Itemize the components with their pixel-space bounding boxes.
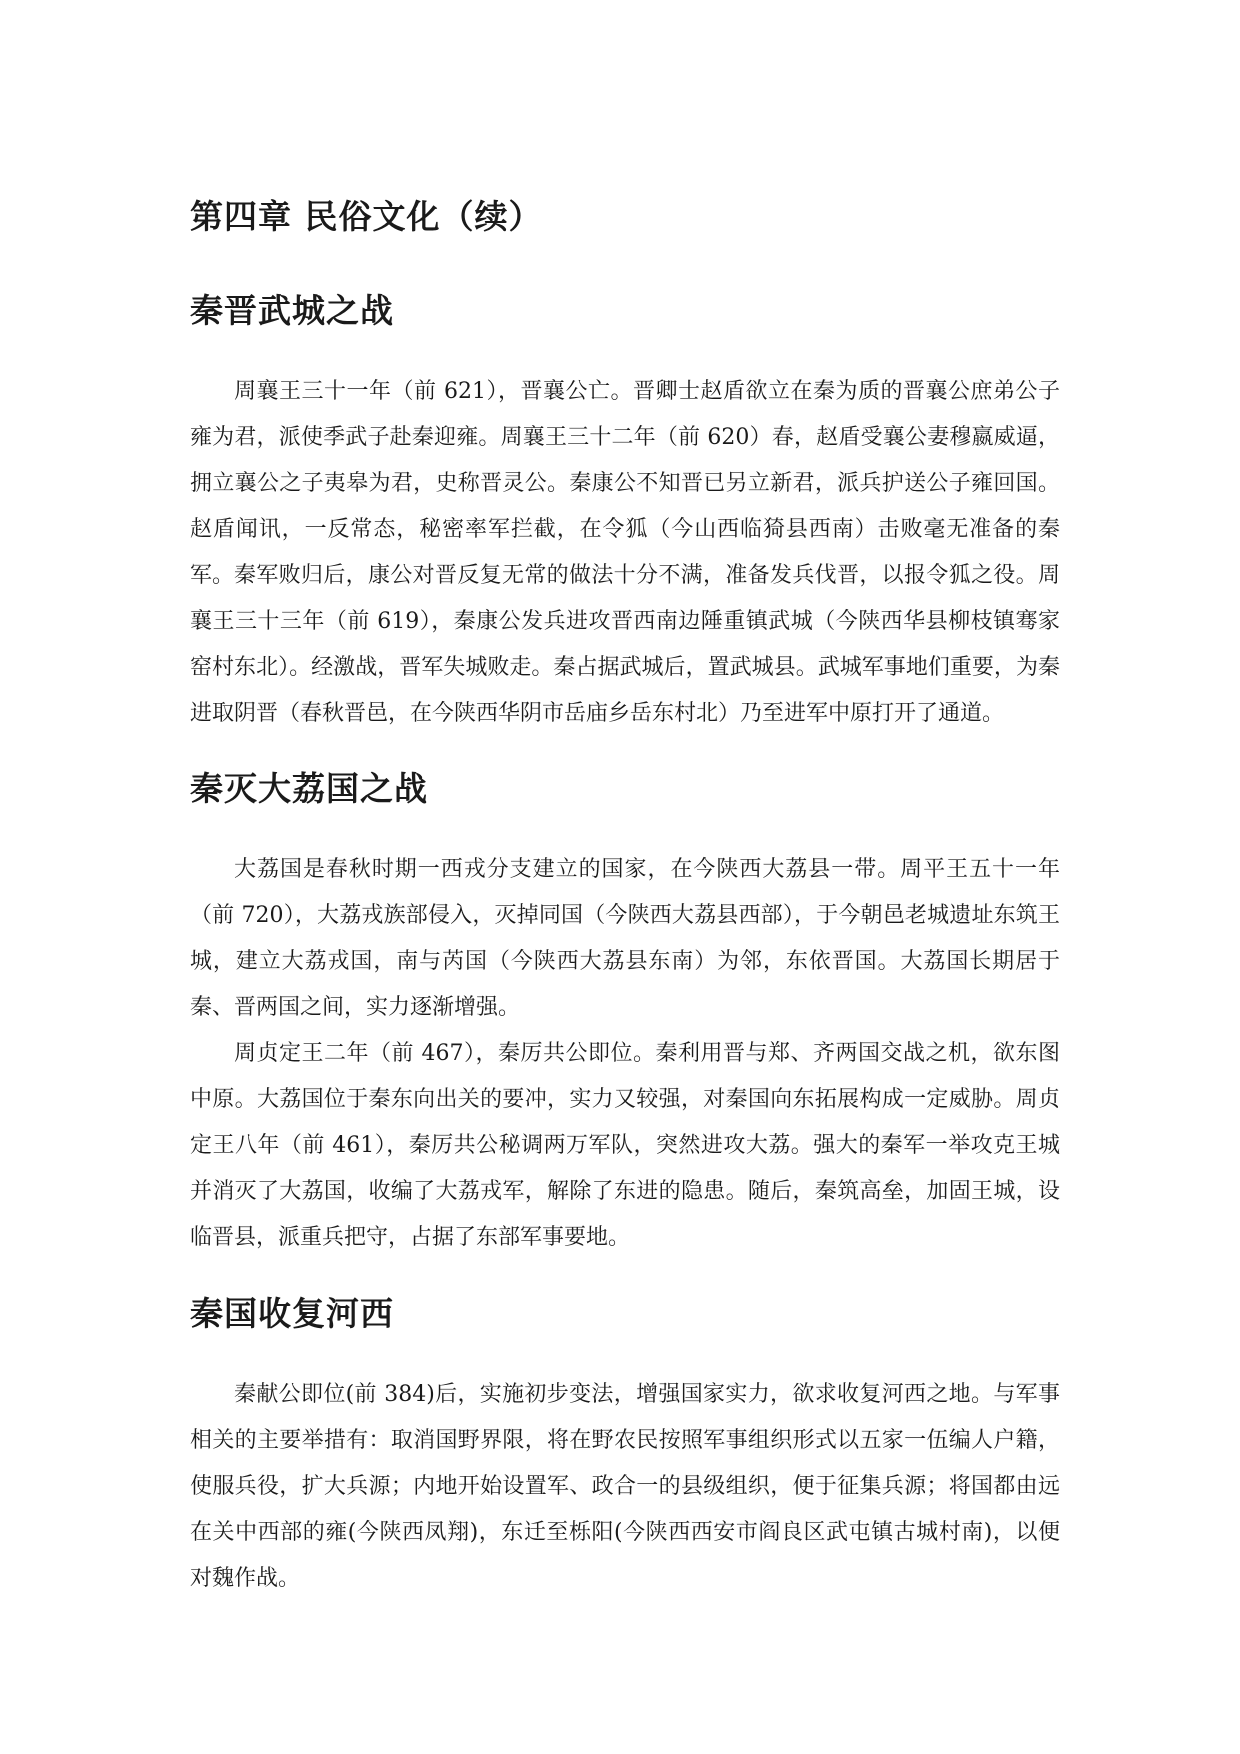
paragraph: 周襄王三十一年（前 621），晋襄公亡。晋卿士赵盾欲立在秦为质的晋襄公庶弟公子雍为君，派使季武子赴秦迎雍。周襄王三十二年（前 620）春，赵盾受襄公妻穆嬴威逼，拥立襄公之子夷皋为君，史称晋灵公。秦康公不知晋已另立新君，派兵护送公子雍回国。赵盾闻讯，一反常态，秘密率军拦截，在令狐（今山西临猗县西南）击败毫无准备的秦军。 bbox=[190, 379, 1060, 588]
section-heading-wucheng: 秦晋武城之战 bbox=[190, 291, 394, 330]
paragraph: 秦军败归后，康公对晋反复无常的做法十分不满，准备发兵伐晋，以报令狐之役。周襄王三十三年（前 619），秦康公发兵进攻晋西南边陲重镇武城（今陕西华县柳枝镇骞家窑村东北）。经激战，晋军失城败走。秦占据武城后，置武城县。武城军事地们重要，为秦进取阴晋（春秋晋邑，在今陕西华阴市岳庙乡岳东村北）乃至进军中原打开了通道。 bbox=[190, 563, 1060, 726]
section-heading-dali: 秦灭大荔国之战 bbox=[190, 769, 428, 808]
chapter-title: 第四章 民俗文化（续） bbox=[190, 197, 543, 236]
section-heading-hexi: 秦国收复河西 bbox=[190, 1294, 394, 1333]
paragraph: 秦献公即位(前 384)后，实施初步变法，增强国家实力，欲求收复河西之地。与军事相关的主要举措有：取消国野界限，将在野农民按照军事组织形式以五家一伍编人户籍，使服兵役，扩大兵源；内地开始设置军、政合一的县级组织，便于征集兵源；将国都由远在关中西部的雍(今陕西凤翔)，东迁至栎阳(今陕西西安市阎良区武屯镇古城村南)，以便对魏作战。 bbox=[190, 1382, 1060, 1591]
paragraph: 周贞定王二年（前 467），秦厉共公即位。秦利用晋与郑、齐两国交战之机，欲东图中原。大荔国位于秦东向出关的要冲，实力又较强，对秦国向东拓展构成一定威胁。周贞定王八年（前 461），秦厉共公秘调两万军队，突然进攻大荔。强大的秦军一举攻克王城并消灭了大荔国，收编了大荔戎军，解除了东进的隐患。随后，秦筑高垒，加固王城，设临晋县，派重兵把守，占据了东部军事要地。 bbox=[190, 1041, 1060, 1250]
paragraph: 大荔国是春秋时期一西戎分支建立的国家，在今陕西大荔县一带。周平王五十一年（前 720），大荔戎族部侵入，灭掉同国（今陕西大荔县西部），于今朝邑老城遗址东筑王城，建立大荔戎国，南与芮国（今陕西大荔县东南）为邻，东依晋国。大荔国长期居于秦、晋两国之间，实力逐渐增强。 bbox=[190, 857, 1060, 1020]
